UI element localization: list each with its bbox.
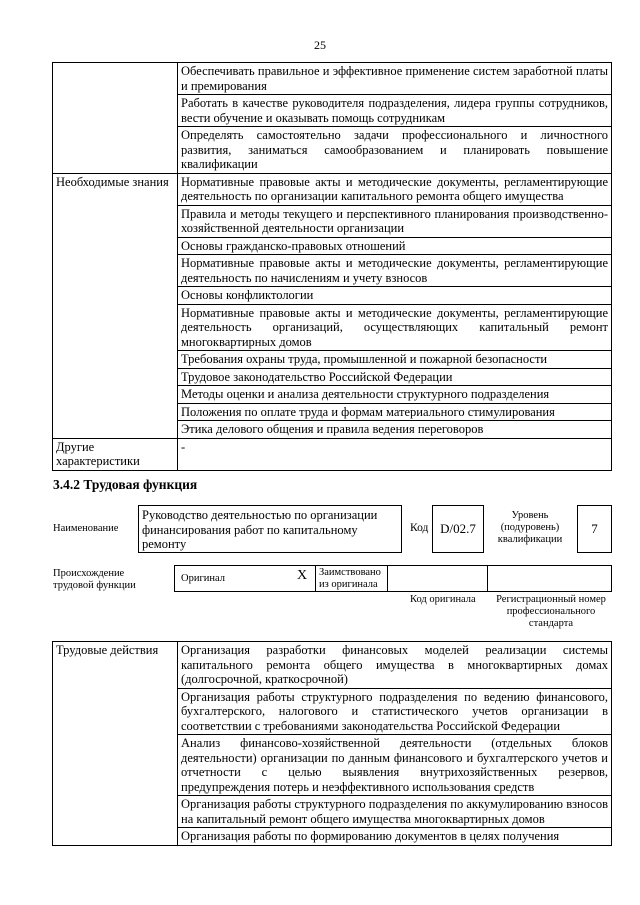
labor-action-row: Организация разработки финансовых моделей реализации системы капитального ремонта общего имущества в многоквартирных домах (долгосрочной, краткосрочной) (178, 642, 612, 689)
continuation-label-cell (53, 63, 178, 174)
skills-knowledge-table (52, 62, 612, 471)
original-mark: X (297, 568, 308, 583)
knowledge-row: Основы конфликтологии (178, 287, 612, 305)
borrowed-cell (315, 566, 388, 591)
origin-label: Происхождение трудовой функции (53, 568, 136, 591)
knowledge-row: Правила и методы текущего и перспективного планирования производственно-хозяйственной деятельности организации (178, 205, 612, 237)
original-cell (175, 566, 316, 591)
section-heading: 3.4.2 Трудовая функция (53, 477, 198, 492)
knowledge-row: Нормативные правовые акты и методические документы, регламентирующие деятельность организаций, осуществляющих капитальный ремонт многоквартирных домов (178, 304, 612, 351)
knowledge-label: Необходимые знания (53, 173, 178, 438)
function-name-box: Руководство деятельностью по организации финансирования работ по капитальному ремонту (138, 505, 402, 553)
labor-action-row: Организация работы по формированию документов в целях получения (178, 828, 612, 846)
table-row (53, 63, 612, 95)
labor-actions-table (52, 641, 612, 846)
page-number: 25 (314, 38, 326, 52)
labor-action-row: Организация работы структурного подразделения по аккумулированию взносов на капитальный ремонт общего имущества многоквартирных домов (178, 796, 612, 828)
labor-action-row: Анализ финансово-хозяйственной деятельности (отдельных блоков деятельности) организации по данным финансового и бухгалтерского учетов и отчетности с целью выявления внутрихозяйственных резервов, предупреждения потерь и неэффективного использования средств (178, 735, 612, 796)
table-row (53, 642, 612, 689)
code-value: D/02.7 (432, 505, 484, 553)
continuation-row: Работать в качестве руководителя подразделения, лидера группы сотрудников, вести обучение и оказывать помощь сотрудникам (178, 95, 612, 127)
knowledge-row: Требования охраны труда, промышленной и пожарной безопасности (178, 351, 612, 369)
origin-code-cell (387, 566, 488, 591)
qualification-level-value: 7 (577, 505, 612, 553)
knowledge-row: Методы оценки и анализа деятельности структурного подразделения (178, 386, 612, 404)
knowledge-row: Основы гражданско-правовых отношений (178, 237, 612, 255)
borrowed-label: Заимствовано из оригинала (319, 567, 381, 590)
other-characteristics-value: - (178, 438, 612, 470)
code-label: Код (410, 522, 429, 534)
labor-action-row: Организация работы структурного подразделения по ведению финансового, бухгалтерского, налогового и статистического учетов организации в соответствии с требованиями законодательства Российской Федерации (178, 688, 612, 735)
knowledge-row: Трудовое законодательство Российской Федерации (178, 368, 612, 386)
knowledge-row: Положения по оплате труда и формам материального стимулирования (178, 403, 612, 421)
origin-code-label: Код оригинала (410, 594, 476, 605)
other-characteristics-label: Другие характеристики (53, 438, 178, 470)
registration-number-label: Регистрационный номер профессионального стандарта (496, 594, 606, 629)
continuation-row: Обеспечивать правильное и эффективное применение систем заработной платы и премирования (178, 63, 612, 95)
labor-actions-label: Трудовые действия (53, 642, 178, 846)
knowledge-row: Этика делового общения и правила ведения переговоров (178, 421, 612, 439)
knowledge-row: Нормативные правовые акты и методические документы, регламентирующие деятельность по начислениям и учету взносов (178, 255, 612, 287)
knowledge-row: Нормативные правовые акты и методические документы, регламентирующие деятельность по организации капитального ремонта общего имущества (178, 173, 612, 205)
continuation-row: Определять самостоятельно задачи профессионального и личностного развития, заниматься самообразованием и планировать повышение квалификации (178, 127, 612, 174)
table-row (53, 173, 612, 205)
qualification-level-label: Уровень (подуровень) квалификации (497, 510, 563, 545)
table-row (53, 438, 612, 470)
name-label: Наименование (53, 523, 119, 534)
original-label: Оригинал (181, 573, 225, 584)
origin-row (174, 565, 612, 592)
